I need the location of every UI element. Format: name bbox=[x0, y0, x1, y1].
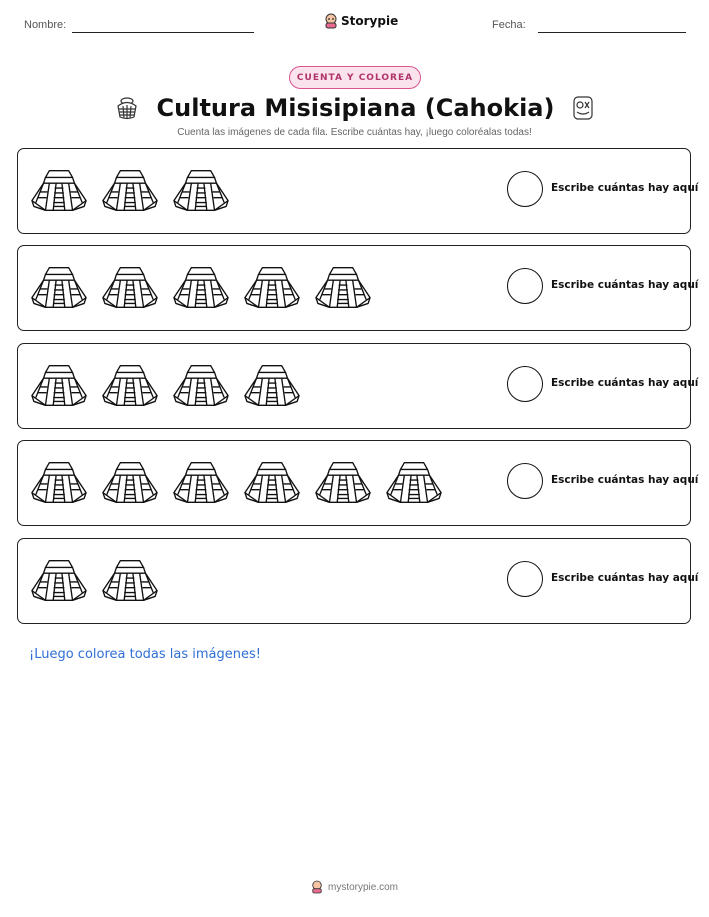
mound-pyramid-icon[interactable] bbox=[172, 167, 230, 213]
answer-label: Escribe cuántas hay aquí bbox=[551, 474, 699, 486]
carved-stone-icon bbox=[572, 95, 594, 121]
pyramid-group bbox=[30, 557, 159, 603]
mound-pyramid-icon[interactable] bbox=[30, 557, 88, 603]
mound-pyramid-icon[interactable] bbox=[314, 459, 372, 505]
answer-label: Escribe cuántas hay aquí bbox=[551, 572, 699, 584]
mound-pyramid-icon[interactable] bbox=[172, 459, 230, 505]
name-label: Nombre: bbox=[24, 19, 67, 31]
pyramid-group bbox=[30, 264, 372, 310]
date-label: Fecha: bbox=[492, 19, 526, 31]
count-row bbox=[17, 440, 699, 526]
name-line[interactable] bbox=[72, 32, 254, 33]
mound-pyramid-icon[interactable] bbox=[243, 264, 301, 310]
answer-circle[interactable] bbox=[507, 366, 543, 402]
mound-pyramid-icon[interactable] bbox=[101, 459, 159, 505]
pyramid-group bbox=[30, 167, 230, 213]
answer-circle[interactable] bbox=[507, 561, 543, 597]
pyramid-group bbox=[30, 459, 443, 505]
mound-pyramid-icon[interactable] bbox=[172, 264, 230, 310]
answer-circle[interactable] bbox=[507, 463, 543, 499]
mound-pyramid-icon[interactable] bbox=[172, 362, 230, 408]
title-row bbox=[0, 90, 709, 126]
storypie-mascot-icon bbox=[324, 13, 338, 29]
count-row bbox=[17, 343, 699, 429]
mound-pyramid-icon[interactable] bbox=[385, 459, 443, 505]
pyramid-group bbox=[30, 362, 301, 408]
mound-pyramid-icon[interactable] bbox=[101, 557, 159, 603]
mound-pyramid-icon[interactable] bbox=[314, 264, 372, 310]
mound-pyramid-icon[interactable] bbox=[30, 264, 88, 310]
activity-badge: CUENTA Y COLOREA bbox=[289, 66, 421, 89]
date-line[interactable] bbox=[538, 32, 686, 33]
instructions: Cuenta las imágenes de cada fila. Escribe cuántas hay, ¡luego coloréalas todas! bbox=[177, 127, 532, 138]
basket-icon bbox=[115, 95, 139, 121]
mound-pyramid-icon[interactable] bbox=[101, 167, 159, 213]
site-footer bbox=[0, 880, 709, 894]
mound-pyramid-icon[interactable] bbox=[30, 459, 88, 505]
answer-label: Escribe cuántas hay aquí bbox=[551, 377, 699, 389]
answer-circle[interactable] bbox=[507, 268, 543, 304]
brand-logo bbox=[324, 13, 398, 29]
answer-label: Escribe cuántas hay aquí bbox=[551, 279, 699, 291]
page-title: Cultura Misisipiana (Cahokia) bbox=[156, 94, 555, 122]
count-row bbox=[17, 148, 699, 234]
mound-pyramid-icon[interactable] bbox=[101, 264, 159, 310]
mound-pyramid-icon[interactable] bbox=[30, 362, 88, 408]
mound-pyramid-icon[interactable] bbox=[243, 362, 301, 408]
count-row bbox=[17, 245, 699, 331]
count-row bbox=[17, 538, 699, 624]
footer-note: ¡Luego colorea todas las imágenes! bbox=[29, 647, 261, 662]
answer-label: Escribe cuántas hay aquí bbox=[551, 182, 699, 194]
mound-pyramid-icon[interactable] bbox=[101, 362, 159, 408]
storypie-mascot-icon bbox=[311, 880, 323, 894]
brand-name: Storypie bbox=[341, 14, 399, 28]
mound-pyramid-icon[interactable] bbox=[243, 459, 301, 505]
mound-pyramid-icon[interactable] bbox=[30, 167, 88, 213]
answer-circle[interactable] bbox=[507, 171, 543, 207]
site-url: mystorypie.com bbox=[327, 881, 398, 893]
